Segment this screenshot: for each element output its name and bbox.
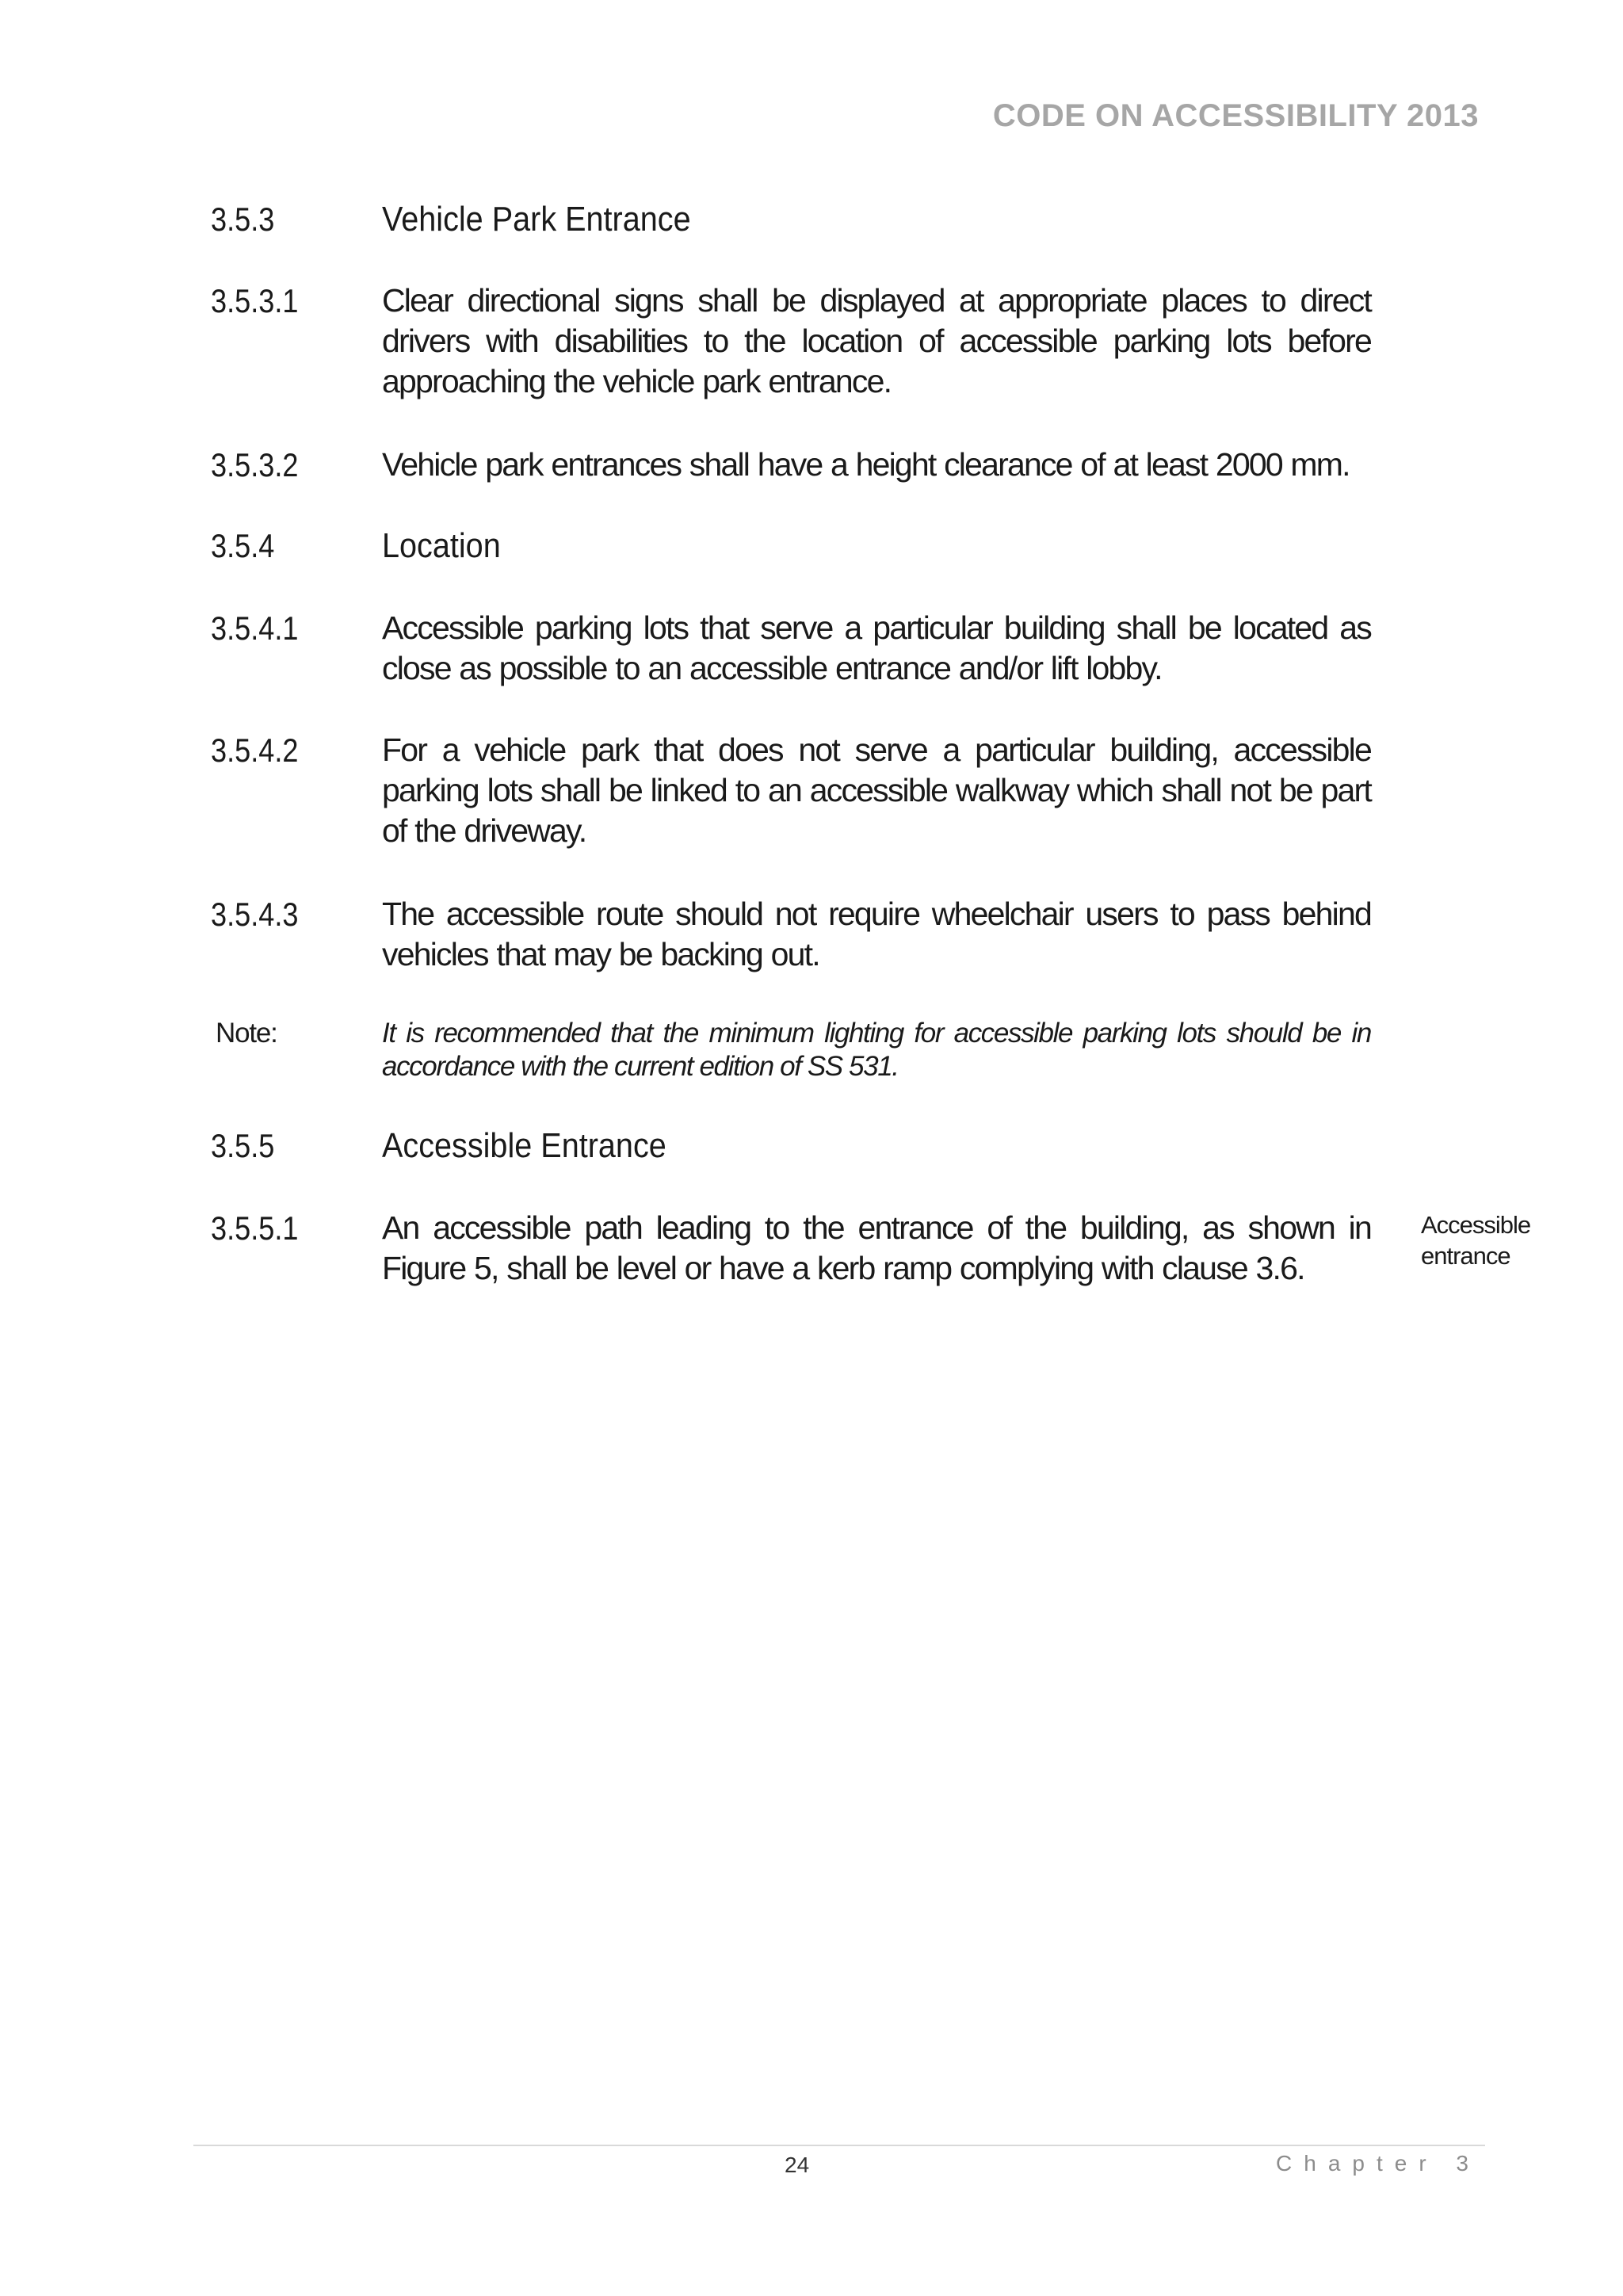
section-title: Location (382, 526, 501, 565)
clause-text: Clear directional signs shall be displayed at appropriate places to direct drivers with disabilities to the location of accessible parking lots before approaching the vehicle park entrance. (382, 282, 1371, 399)
document-header-title: CODE ON ACCESSIBILITY 2013 (992, 98, 1479, 133)
note-text: It is recommended that the minimum lighting for accessible parking lots should be in accordance with the current edition of SS 531. (382, 1018, 1371, 1082)
clause-number: 3.5.5.1 (211, 1209, 299, 1247)
margin-note-text: Accessible entrance (1421, 1211, 1531, 1270)
clause-text: Accessible parking lots that serve a particular building shall be located as close as possible to an accessible entrance and/or lift lobby. (382, 609, 1371, 686)
footer-divider (193, 2145, 1485, 2146)
clause-text: An accessible path leading to the entrance of the building, as shown in Figure 5, shall be level or have a kerb ramp complying with clause 3.6. (382, 1209, 1371, 1286)
chapter-label: Chapter 3 (1276, 2151, 1480, 2176)
clause-text: The accessible route should not require wheelchair users to pass behind vehicles that may be backing out. (382, 896, 1371, 972)
clause-number: 3.5.4.3 (211, 896, 299, 933)
clause-number: 3.5.4.1 (211, 609, 299, 647)
page-number: 24 (785, 2153, 810, 2177)
clause-text: Vehicle park entrances shall have a height clearance of at least 2000 mm. (382, 446, 1350, 483)
section-number: 3.5.5 (211, 1127, 275, 1164)
clause-number: 3.5.4.2 (211, 732, 299, 769)
section-number: 3.5.4 (211, 527, 275, 564)
section-title: Accessible Entrance (382, 1126, 666, 1165)
clause-number: 3.5.3.1 (211, 282, 299, 319)
section-number: 3.5.3 (211, 201, 275, 238)
clause-number: 3.5.3.2 (211, 446, 299, 483)
clause-text: For a vehicle park that does not serve a particular building, accessible parking lots shall be linked to an accessible walkway which shall not be part of the driveway. (382, 732, 1371, 849)
section-title: Vehicle Park Entrance (382, 200, 691, 239)
margin-note (1421, 1209, 1548, 1271)
note-label: Note: (216, 1018, 277, 1049)
